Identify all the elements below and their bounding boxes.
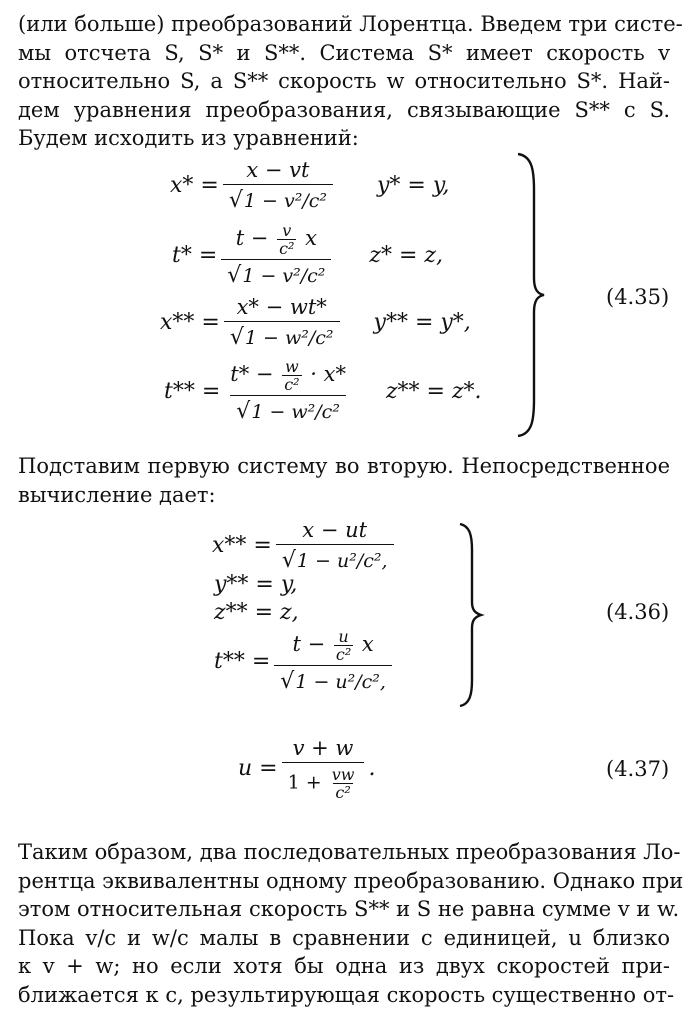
equation-t-double-star-result bbox=[214, 628, 396, 694]
small-fraction bbox=[282, 358, 301, 393]
paragraph-conclusion bbox=[18, 838, 670, 1009]
radicand: 1 − u²/c², bbox=[297, 550, 388, 572]
text-line: этом относительная скорость S** и S не равна сумме v и w. bbox=[18, 895, 670, 924]
eq-lhs: u = bbox=[238, 756, 278, 781]
eq-lhs: x** = bbox=[160, 310, 220, 335]
eq-lhs: t** = bbox=[164, 379, 220, 404]
sqrt-symbol: √ bbox=[230, 325, 244, 350]
small-numerator: vw bbox=[330, 766, 357, 783]
fraction-numerator: x − vt bbox=[240, 158, 315, 184]
eq-rhs: y** = y*, bbox=[374, 310, 471, 335]
small-denominator: c² bbox=[334, 645, 353, 663]
denominator-part: 1 + bbox=[288, 772, 322, 794]
equation-x-double-star-result bbox=[212, 518, 398, 573]
sqrt-symbol: √ bbox=[229, 188, 243, 213]
fraction bbox=[282, 736, 365, 801]
fraction-denominator bbox=[223, 184, 333, 213]
radicand: 1 − u²/c², bbox=[295, 671, 386, 693]
text-line: рентца эквивалентны одному преобразованию. Однако при bbox=[18, 867, 670, 896]
sqrt-symbol: √ bbox=[280, 669, 294, 694]
small-numerator: u bbox=[336, 628, 350, 645]
eq-tail: . bbox=[368, 756, 375, 781]
fraction-denominator bbox=[274, 665, 392, 694]
fraction-numerator: x − ut bbox=[296, 518, 373, 544]
numerator-part: x bbox=[362, 632, 374, 656]
fraction-denominator bbox=[224, 321, 340, 350]
text-line: Подставим первую систему во вторую. Непосредственное bbox=[18, 452, 670, 481]
text-line: Таким образом, два последовательных преобразования Ло- bbox=[18, 838, 670, 867]
text-line: (или больше) преобразований Лорентца. Введем три систе- bbox=[18, 10, 670, 39]
small-fraction bbox=[277, 222, 296, 257]
numerator-part: x bbox=[305, 226, 317, 250]
equation-t-star bbox=[172, 222, 443, 288]
text-line: вычисление дает: bbox=[18, 481, 670, 510]
equation-velocity-addition bbox=[238, 736, 375, 801]
small-numerator: w bbox=[283, 358, 301, 375]
text-line: дем уравнения преобразования, связывающие S** с S. bbox=[18, 96, 670, 125]
eq-lhs: t** = bbox=[214, 649, 270, 674]
numerator-part: t − bbox=[236, 226, 269, 250]
sqrt-symbol: √ bbox=[282, 548, 296, 573]
right-brace-icon bbox=[456, 520, 486, 710]
equation-x-double-star bbox=[160, 295, 471, 350]
equation-x-star bbox=[170, 158, 449, 213]
eq-lhs: t* = bbox=[172, 243, 217, 268]
radicand: 1 − v²/c² bbox=[242, 265, 325, 287]
equation-t-double-star bbox=[164, 358, 482, 424]
fraction bbox=[276, 518, 394, 573]
fraction bbox=[224, 295, 340, 350]
equation-number: (4.35) bbox=[606, 285, 669, 309]
small-denominator: c² bbox=[282, 375, 301, 393]
equation-number: (4.36) bbox=[606, 600, 669, 624]
small-fraction bbox=[334, 628, 353, 663]
equation-y-double-star-result: y** = y, bbox=[214, 572, 297, 597]
fraction-denominator bbox=[282, 762, 365, 801]
small-denominator: c² bbox=[333, 783, 352, 801]
radicand: 1 − w²/c² bbox=[245, 327, 334, 349]
fraction bbox=[224, 358, 352, 424]
sqrt-symbol: √ bbox=[227, 263, 241, 288]
fraction bbox=[221, 222, 331, 288]
fraction-numerator: v + w bbox=[287, 736, 360, 762]
fraction-numerator: x* − wt* bbox=[231, 295, 333, 321]
text-line: Пока v/c и w/c малы в сравнении с единицей, u близко bbox=[18, 924, 670, 953]
sqrt-symbol: √ bbox=[236, 399, 250, 424]
text-line: относительно S, а S** скорость w относительно S*. Най- bbox=[18, 67, 670, 96]
numerator-part: · x* bbox=[310, 362, 346, 386]
text-line: ближается к c, результирующая скорость существенно от- bbox=[18, 981, 670, 1009]
eq-rhs: y* = y, bbox=[377, 173, 449, 198]
fraction bbox=[223, 158, 333, 213]
fraction-numerator bbox=[224, 358, 352, 395]
eq-rhs: z* = z, bbox=[369, 243, 443, 268]
radicand: 1 − v²/c² bbox=[244, 190, 327, 212]
text-line: мы отсчета S, S* и S**. Система S* имеет скорость v bbox=[18, 39, 670, 68]
eq-lhs: x** = bbox=[212, 533, 272, 558]
small-fraction bbox=[330, 766, 357, 801]
eq-rhs: z** = z*. bbox=[386, 379, 482, 404]
fraction-numerator bbox=[230, 222, 323, 259]
small-numerator: v bbox=[280, 222, 293, 239]
text-line: Будем исходить из уравнений: bbox=[18, 124, 670, 153]
fraction-denominator bbox=[230, 395, 346, 424]
fraction-denominator bbox=[276, 544, 394, 573]
paragraph-intro bbox=[18, 10, 670, 153]
numerator-part: t* − bbox=[230, 362, 273, 386]
eq-lhs: x* = bbox=[170, 173, 219, 198]
numerator-part: t − bbox=[292, 632, 325, 656]
equation-number: (4.37) bbox=[606, 757, 669, 781]
small-denominator: c² bbox=[277, 239, 296, 257]
fraction-numerator bbox=[286, 628, 379, 665]
fraction-denominator bbox=[221, 259, 331, 288]
paragraph-substitution bbox=[18, 452, 670, 509]
radicand: 1 − w²/c² bbox=[251, 401, 340, 423]
text-line: к v + w; но если хотя бы одна из двух скоростей при- bbox=[18, 952, 670, 981]
fraction bbox=[274, 628, 392, 694]
right-brace-icon bbox=[514, 150, 548, 440]
equation-z-double-star-result: z** = z, bbox=[214, 600, 299, 625]
